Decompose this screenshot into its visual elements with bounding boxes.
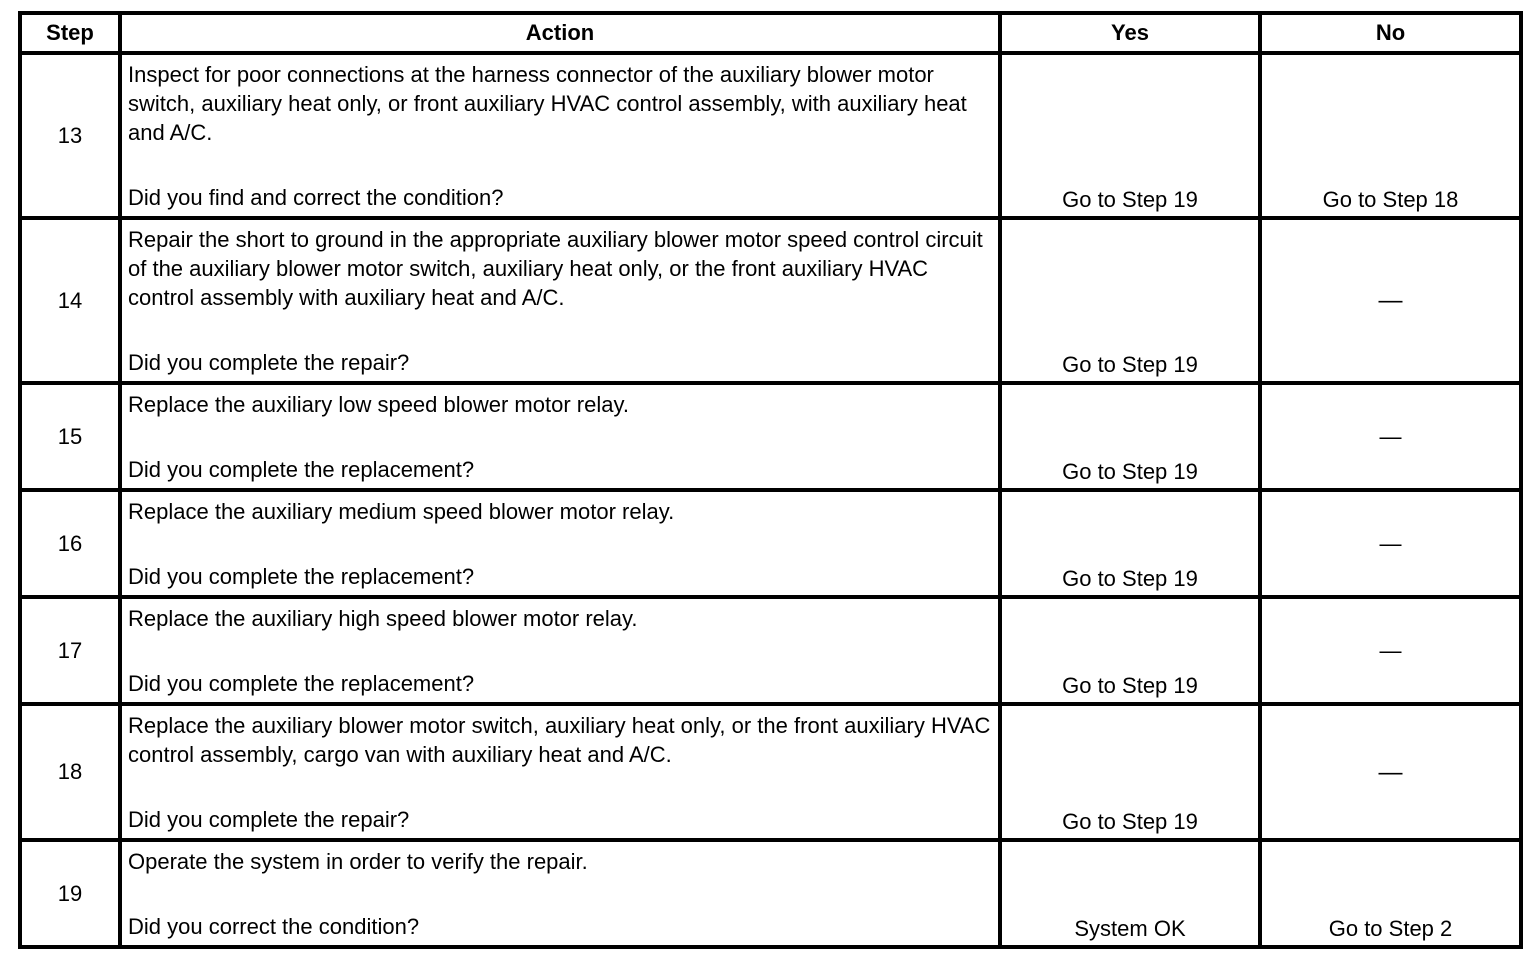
action-question: Did you find and correct the condition? xyxy=(128,185,504,210)
action-cell xyxy=(120,53,1000,218)
step-number: 15 xyxy=(20,383,120,490)
step-number: 13 xyxy=(20,53,120,218)
diagnostic-table xyxy=(18,11,1523,949)
yes-result: Go to Step 19 xyxy=(1000,704,1260,840)
action-text: Replace the auxiliary blower motor switch, auxiliary heat only, or the front auxiliary HVAC control assembly, cargo van with auxiliary heat and A/C. xyxy=(128,713,991,767)
action-cell xyxy=(120,218,1000,383)
yes-result: System OK xyxy=(1000,840,1260,947)
yes-result: Go to Step 19 xyxy=(1000,597,1260,704)
yes-result: Go to Step 19 xyxy=(1000,53,1260,218)
table-row xyxy=(20,840,1521,947)
action-text: Replace the auxiliary low speed blower motor relay. xyxy=(128,392,629,417)
action-text: Operate the system in order to verify the repair. xyxy=(128,849,588,874)
table-row xyxy=(20,53,1521,218)
step-number: 19 xyxy=(20,840,120,947)
action-text: Replace the auxiliary medium speed blower motor relay. xyxy=(128,499,675,524)
header-no: No xyxy=(1260,13,1521,53)
action-question: Did you correct the condition? xyxy=(128,914,420,939)
action-text: Replace the auxiliary high speed blower motor relay. xyxy=(128,606,638,631)
table-row xyxy=(20,597,1521,704)
no-result: — xyxy=(1260,490,1521,597)
step-number: 14 xyxy=(20,218,120,383)
action-question: Did you complete the replacement? xyxy=(128,457,475,482)
header-step: Step xyxy=(20,13,120,53)
no-result: Go to Step 2 xyxy=(1260,840,1521,947)
action-cell xyxy=(120,840,1000,947)
yes-result: Go to Step 19 xyxy=(1000,383,1260,490)
header-yes: Yes xyxy=(1000,13,1260,53)
no-result: — xyxy=(1260,704,1521,840)
action-question: Did you complete the replacement? xyxy=(128,671,475,696)
no-result: Go to Step 18 xyxy=(1260,53,1521,218)
table-row xyxy=(20,218,1521,383)
no-result: — xyxy=(1260,597,1521,704)
action-cell xyxy=(120,383,1000,490)
action-cell xyxy=(120,704,1000,840)
table-row xyxy=(20,704,1521,840)
table-row xyxy=(20,490,1521,597)
action-question: Did you complete the repair? xyxy=(128,350,410,375)
table-row xyxy=(20,383,1521,490)
step-number: 17 xyxy=(20,597,120,704)
header-action: Action xyxy=(120,13,1000,53)
step-number: 16 xyxy=(20,490,120,597)
action-cell xyxy=(120,490,1000,597)
no-result: — xyxy=(1260,383,1521,490)
action-text: Inspect for poor connections at the harness connector of the auxiliary blower motor switch, auxiliary heat only, or front auxiliary HVAC control assembly, with auxiliary heat and A/C. xyxy=(128,62,967,145)
action-cell xyxy=(120,597,1000,704)
yes-result: Go to Step 19 xyxy=(1000,218,1260,383)
action-question: Did you complete the replacement? xyxy=(128,564,475,589)
step-number: 18 xyxy=(20,704,120,840)
action-text: Repair the short to ground in the appropriate auxiliary blower motor speed control circuit of the auxiliary blower motor switch, auxiliary heat only, or the front auxiliary HVAC control assembly with auxiliary heat and A/C. xyxy=(128,227,983,310)
action-question: Did you complete the repair? xyxy=(128,807,410,832)
no-result: — xyxy=(1260,218,1521,383)
yes-result: Go to Step 19 xyxy=(1000,490,1260,597)
header-row xyxy=(20,13,1521,53)
